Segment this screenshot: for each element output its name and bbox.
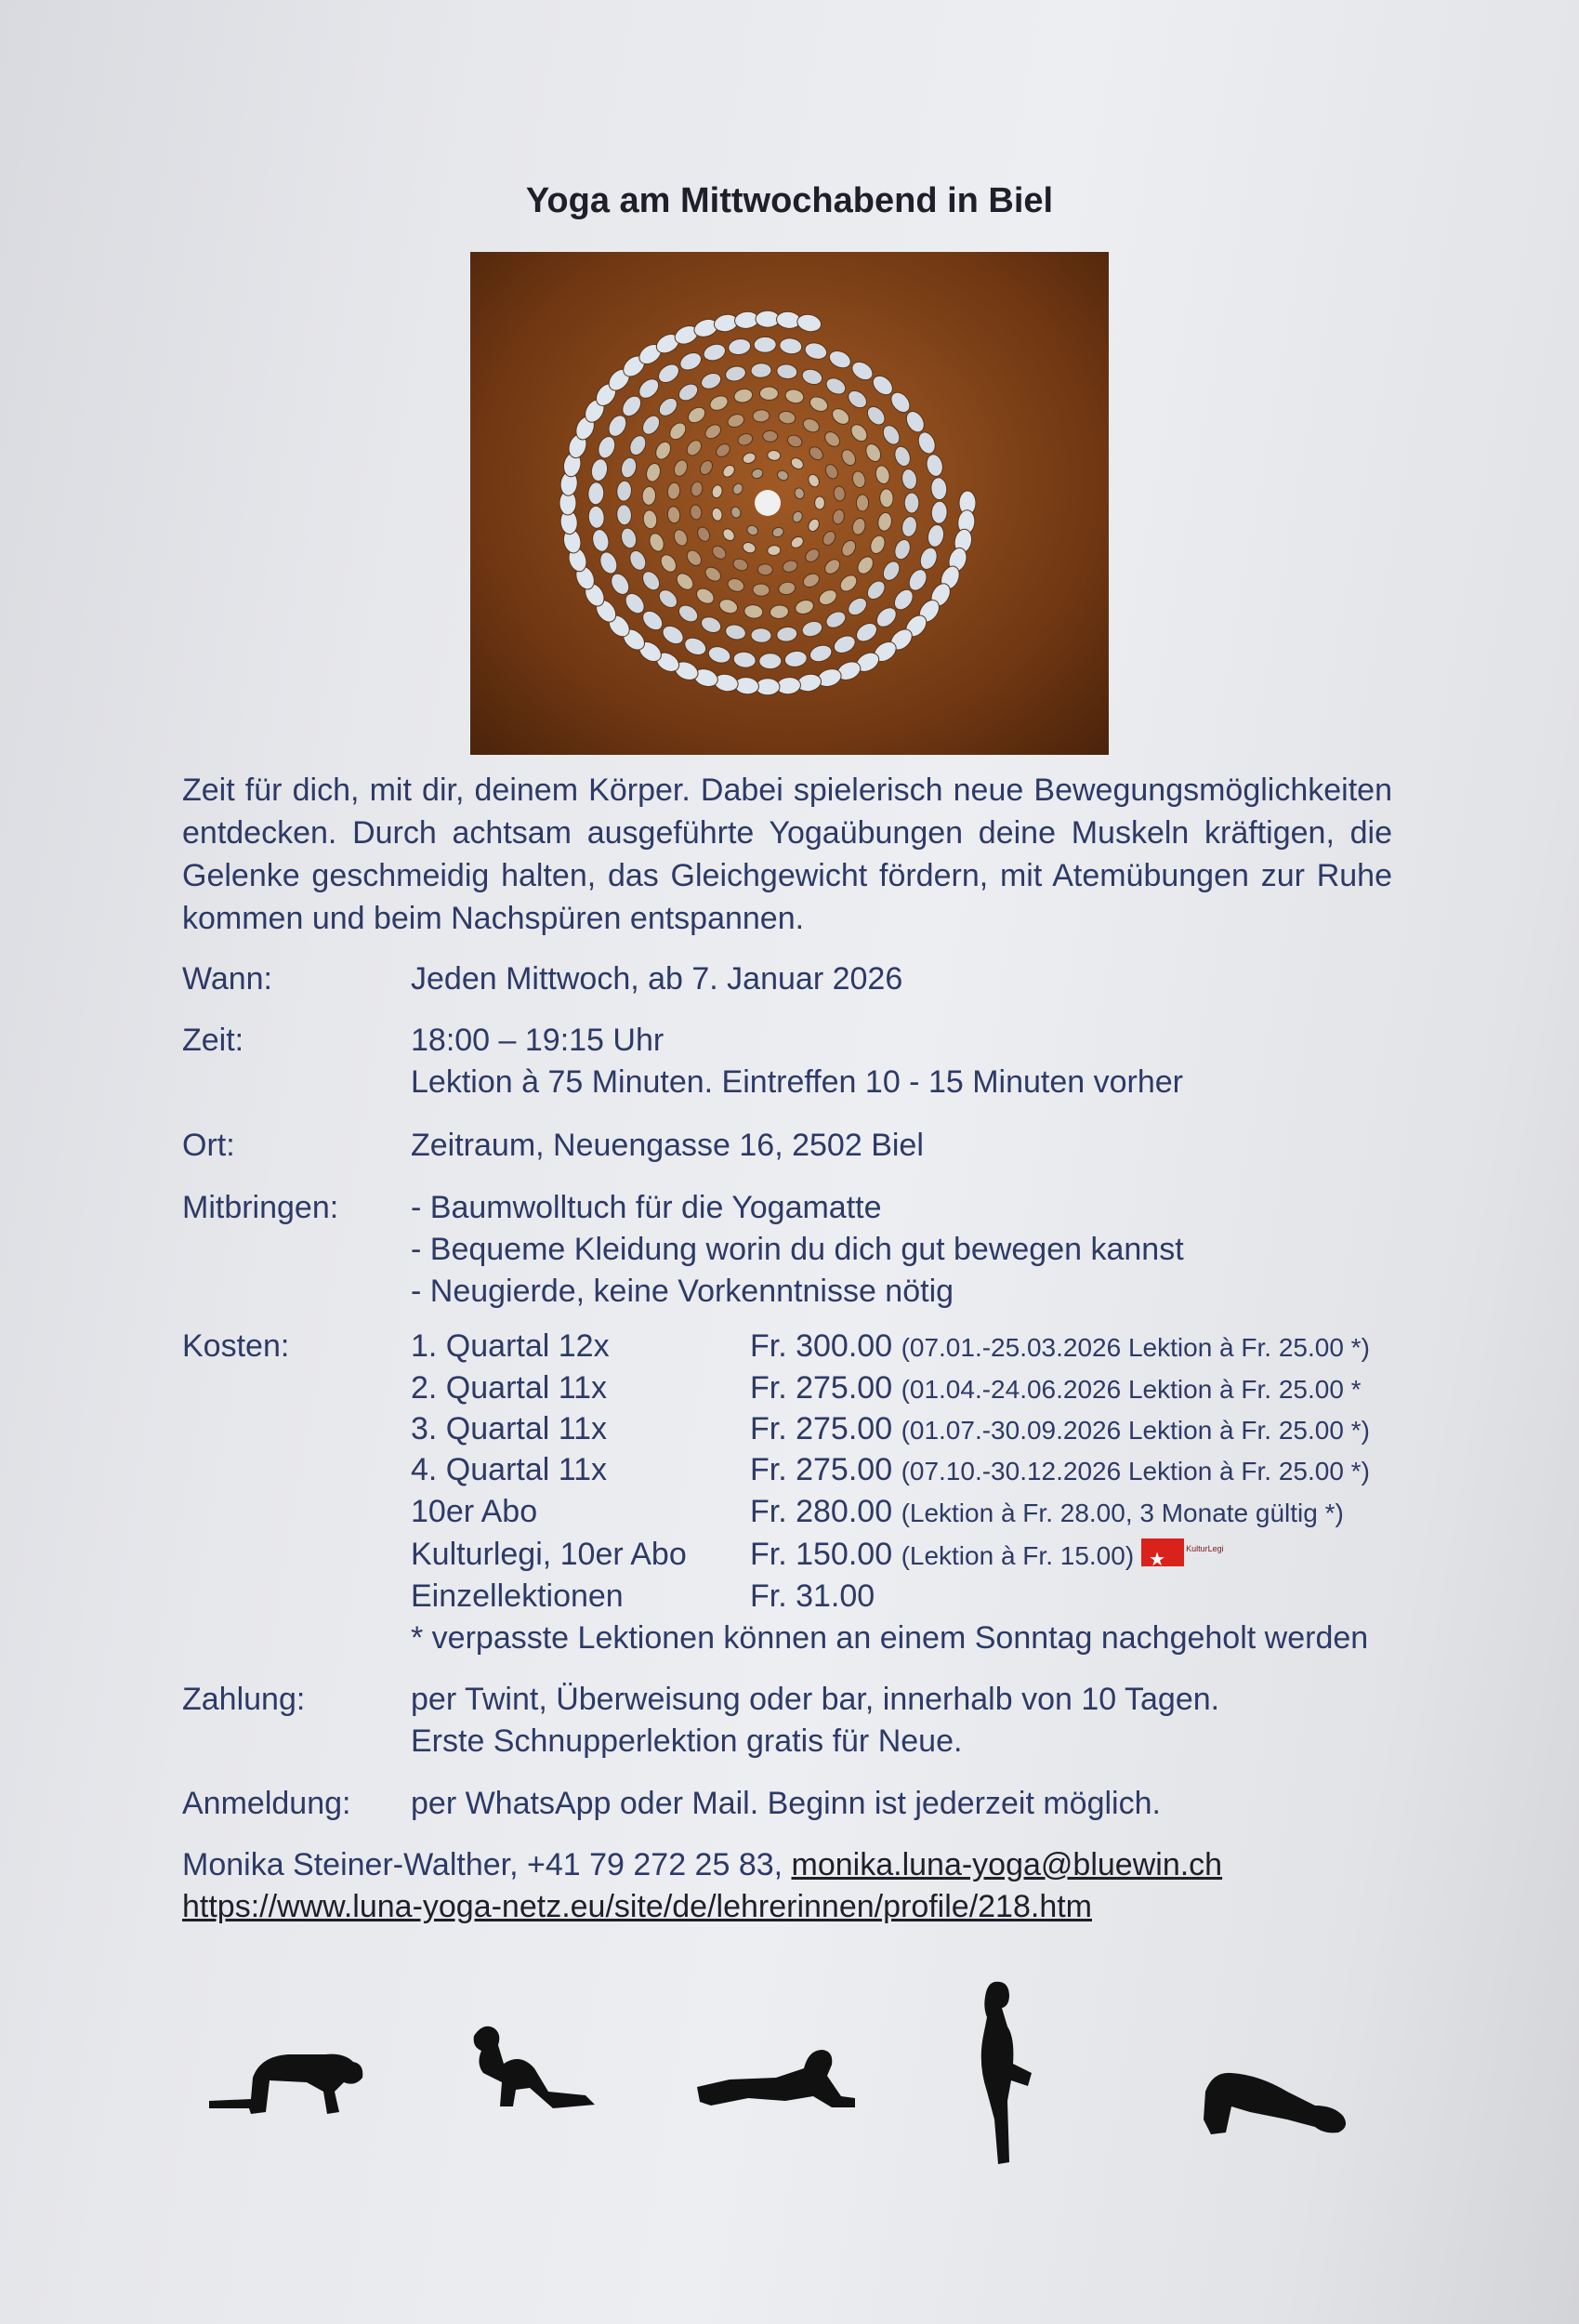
stone xyxy=(815,496,825,509)
stone xyxy=(619,456,638,479)
stone xyxy=(808,642,834,664)
stone xyxy=(762,430,777,442)
stone xyxy=(642,509,658,530)
stone xyxy=(880,422,903,447)
stone xyxy=(904,493,919,513)
stone xyxy=(720,463,736,480)
stone xyxy=(666,482,681,500)
stone xyxy=(652,439,673,461)
stone xyxy=(823,462,840,481)
stone xyxy=(837,572,860,594)
kosten-footnote: * verpasste Lektionen können an einem Sonntag nachgeholt werden xyxy=(411,1620,1369,1656)
stone xyxy=(931,501,948,524)
stone xyxy=(672,528,690,548)
stone xyxy=(801,571,822,589)
stone xyxy=(753,583,770,596)
stone xyxy=(892,537,913,561)
stone xyxy=(684,548,704,568)
stone xyxy=(876,511,893,532)
stone xyxy=(783,650,808,668)
stone xyxy=(690,481,704,497)
stone xyxy=(682,635,709,658)
price-amount: Fr. 300.00 (07.01.-25.03.2026 Lektion à Fr. 25.00 *) xyxy=(750,1328,1370,1364)
stone xyxy=(853,619,880,645)
stone xyxy=(779,337,803,355)
stone xyxy=(698,458,716,477)
zeit-detail: Lektion à 75 Minuten. Eintreffen 10 - 15 Minuten vorher xyxy=(411,1064,1183,1100)
price-item: 2. Quartal 11x xyxy=(411,1370,608,1406)
stone xyxy=(767,450,781,461)
stone xyxy=(855,554,876,577)
stone xyxy=(627,548,650,574)
stone xyxy=(666,506,681,524)
stone xyxy=(759,387,778,401)
stone xyxy=(767,545,781,556)
stone xyxy=(736,432,754,447)
email-link[interactable]: monika.luna-yoga@bluewin.ch xyxy=(791,1847,1223,1882)
stone xyxy=(789,456,806,471)
stone xyxy=(778,410,796,426)
stone xyxy=(829,405,852,428)
stone xyxy=(856,495,868,511)
stone xyxy=(731,557,749,573)
stone xyxy=(839,447,859,468)
stone xyxy=(641,486,656,506)
price-item: 4. Quartal 11x xyxy=(411,1452,608,1487)
stone xyxy=(742,541,757,555)
stone xyxy=(751,468,765,480)
stone xyxy=(676,601,701,625)
stone xyxy=(803,340,829,362)
kulturlegi-logo-text: KulturLegi xyxy=(1186,1543,1224,1553)
stone xyxy=(832,508,846,525)
stone xyxy=(807,517,822,533)
stone xyxy=(863,442,884,464)
stone xyxy=(724,364,747,383)
stone xyxy=(589,457,609,482)
stone xyxy=(902,408,928,435)
stone xyxy=(672,458,690,479)
stone xyxy=(839,538,859,559)
stone xyxy=(720,526,736,543)
intro-text: Zeit für dich, mit dir, deinem Körper. Dabei spielerisch neue Bewegungsmöglichkeiten entdecken. Durch achtsam ausgeführte Yogaübungen deine Muskeln kräftigen, die Gelenke geschmeidig halten, das Gleichgewicht fördern, mit Atemübungen zur Ruhe kommen und beim Nachspüren entspannen. xyxy=(182,772,1392,936)
mitbringen-item: - Neugierde, keine Vorkenntnisse nötig xyxy=(411,1274,954,1309)
stone xyxy=(730,506,742,520)
stone xyxy=(678,350,704,374)
stone xyxy=(656,395,681,419)
stone xyxy=(699,614,723,636)
stone xyxy=(915,429,939,456)
stone xyxy=(901,468,918,490)
stone xyxy=(880,559,903,584)
stone xyxy=(644,462,662,483)
price-amount: Fr. 275.00 (01.07.-30.09.2026 Lektion à Fr. 25.00 *) xyxy=(750,1411,1370,1446)
stone-spiral-photo xyxy=(470,252,1109,755)
stone xyxy=(616,481,632,502)
stone xyxy=(733,388,755,404)
stone xyxy=(786,433,804,449)
price-item: 3. Quartal 11x xyxy=(411,1411,608,1446)
stone xyxy=(714,442,732,459)
stone xyxy=(823,375,849,397)
stone xyxy=(791,509,804,523)
stone xyxy=(850,517,867,536)
mitbringen-label: Mitbringen: xyxy=(182,1190,339,1225)
price-item: 1. Quartal 12x xyxy=(411,1328,610,1364)
stone xyxy=(864,577,888,602)
stone xyxy=(727,337,751,356)
cat-pose-icon xyxy=(204,2036,367,2129)
stone xyxy=(917,546,940,572)
stone xyxy=(707,393,730,413)
website-line xyxy=(182,1886,1092,1928)
stone xyxy=(782,559,799,574)
kulturlegi-logo-icon xyxy=(1141,1538,1184,1566)
center-stone xyxy=(755,490,781,516)
stone xyxy=(674,570,696,592)
stone xyxy=(732,651,757,669)
yoga-poses xyxy=(186,1980,1394,2185)
zahlung-note: Erste Schnupperlektion gratis für Neue. xyxy=(411,1723,963,1759)
stone xyxy=(694,586,717,607)
stone xyxy=(868,534,888,556)
stone xyxy=(757,563,772,575)
stone xyxy=(801,416,822,435)
stone xyxy=(848,421,870,444)
stone xyxy=(666,420,689,443)
price-amount: Fr. 275.00 (07.10.-30.12.2026 Lektion à Fr. 25.00 *) xyxy=(750,1452,1370,1487)
stone xyxy=(751,363,772,378)
stone xyxy=(850,469,867,489)
wann-value: Jeden Mittwoch, ab 7. Januar 2026 xyxy=(411,961,903,997)
ort-value: Zeitraum, Neuengasse 16, 2502 Biel xyxy=(411,1128,924,1163)
stone xyxy=(807,444,825,463)
zeit-label: Zeit: xyxy=(182,1023,244,1058)
stone xyxy=(796,312,822,334)
stone xyxy=(754,337,776,352)
stone xyxy=(845,388,870,412)
zahlung-value: per Twint, Überweisung oder bar, innerhalb von 10 Tagen. xyxy=(411,1682,1220,1717)
stone xyxy=(656,587,681,611)
stone xyxy=(695,525,712,544)
page-title: Yoga am Mittwochabend in Biel xyxy=(525,181,1054,220)
contact-name-phone: Monika Steiner-Walther, +41 79 272 25 83, xyxy=(182,1847,792,1882)
stone xyxy=(925,453,945,478)
stone xyxy=(826,348,853,371)
stone xyxy=(823,609,849,631)
kosten-label: Kosten: xyxy=(182,1328,290,1364)
stone xyxy=(833,485,846,502)
price-amount: Fr. 275.00 (01.04.-24.06.2026 Lektion à Fr. 25.00 * xyxy=(750,1370,1362,1406)
stone xyxy=(605,413,629,440)
stone xyxy=(639,568,664,593)
mitbringen-item: - Bequeme Kleidung worin du dich gut bewegen kannst xyxy=(411,1232,1184,1267)
anmeldung-label: Anmeldung: xyxy=(182,1786,351,1821)
bridge-pose-icon xyxy=(1194,2054,1352,2147)
stone xyxy=(800,367,824,388)
stone xyxy=(831,632,858,656)
stone xyxy=(699,370,723,391)
stone xyxy=(822,429,843,449)
price-amount: Fr. 280.00 (Lektion à Fr. 28.00, 3 Monate gültig *) xyxy=(750,1494,1344,1529)
stone xyxy=(771,526,785,538)
stone xyxy=(776,626,798,642)
stone xyxy=(616,504,632,525)
stone xyxy=(794,487,806,501)
contact-line xyxy=(182,1844,1222,1886)
stone xyxy=(879,489,893,508)
stone xyxy=(684,438,704,458)
wann-label: Wann: xyxy=(182,961,273,997)
price-item: 10er Abo xyxy=(411,1494,538,1529)
cobra-pose-icon xyxy=(692,2031,860,2124)
stone xyxy=(759,654,782,669)
stone xyxy=(647,531,666,553)
stone xyxy=(817,587,840,608)
stone xyxy=(726,412,745,429)
price-amount: Fr. 150.00 (Lektion à Fr. 15.00)★ KulturLegi xyxy=(750,1534,1224,1578)
stone xyxy=(639,413,664,438)
stone xyxy=(726,576,745,593)
stone xyxy=(926,523,945,548)
tree-pose-icon xyxy=(967,1980,1041,2166)
price-item: Einzellektionen xyxy=(411,1578,624,1614)
stone xyxy=(608,571,633,598)
stone xyxy=(627,433,650,458)
stone xyxy=(808,394,830,415)
stone xyxy=(658,552,679,575)
stone xyxy=(731,482,744,495)
stone xyxy=(821,529,838,548)
child-pose-icon xyxy=(465,2017,604,2119)
stone xyxy=(745,523,759,536)
stone xyxy=(659,622,686,647)
stone xyxy=(930,477,948,500)
zeit-time: 18:00 – 19:15 Uhr xyxy=(411,1023,664,1058)
stone xyxy=(794,598,815,616)
stone xyxy=(770,604,789,619)
stone xyxy=(597,549,620,576)
ort-label: Ort: xyxy=(182,1128,235,1163)
stone xyxy=(690,504,703,521)
stone xyxy=(874,464,891,485)
stone xyxy=(702,341,728,363)
stone xyxy=(803,547,822,564)
stone xyxy=(892,444,913,469)
stone xyxy=(807,472,822,488)
stone xyxy=(619,526,638,549)
stone xyxy=(822,557,843,577)
stone xyxy=(706,644,732,666)
stone xyxy=(587,482,604,505)
stone xyxy=(724,623,747,641)
stone xyxy=(901,515,918,537)
stone xyxy=(655,361,682,387)
stone xyxy=(711,484,724,499)
stone xyxy=(789,535,806,550)
stone xyxy=(784,388,806,405)
stone xyxy=(703,564,723,584)
stone xyxy=(587,506,605,529)
stone xyxy=(590,528,611,553)
anmeldung-value: per WhatsApp oder Mail. Beginn ist jederzeit möglich. xyxy=(411,1786,1161,1821)
stone xyxy=(751,627,772,643)
stone xyxy=(717,597,740,615)
stone xyxy=(703,422,723,442)
stone xyxy=(743,604,764,620)
stone xyxy=(753,409,770,422)
price-item: Kulturlegi, 10er Abo xyxy=(411,1537,687,1572)
stone xyxy=(742,451,757,465)
stone xyxy=(776,363,798,379)
stone xyxy=(845,595,870,619)
stone xyxy=(800,619,824,640)
stone xyxy=(676,380,701,403)
stone xyxy=(776,469,790,482)
stone xyxy=(596,434,618,460)
price-amount: Fr. 31.00 xyxy=(750,1578,875,1614)
stone xyxy=(905,566,929,593)
stone xyxy=(711,507,724,522)
website-link[interactable]: https://www.luna-yoga-netz.eu/site/de/lehrerinnen/profile/218.htm xyxy=(182,1889,1092,1924)
stone xyxy=(710,543,729,561)
stone xyxy=(685,404,708,426)
zahlung-label: Zahlung: xyxy=(182,1682,306,1717)
stone xyxy=(778,581,796,597)
mitbringen-item: - Baumwolltuch für die Yogamatte xyxy=(411,1190,882,1225)
stone xyxy=(864,403,888,429)
stone xyxy=(849,358,875,383)
